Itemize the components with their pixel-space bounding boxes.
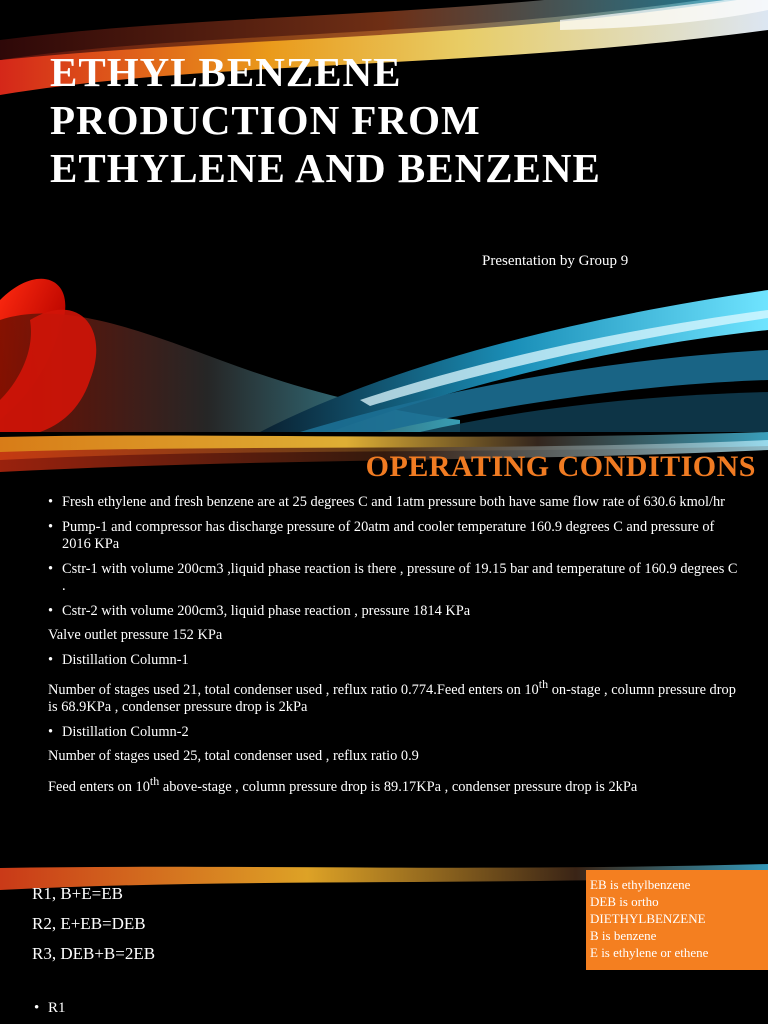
legend-line: DEB is ortho <box>590 894 659 909</box>
text-run: Feed enters on 10 <box>48 778 150 795</box>
legend-line: EB is ethylbenzene <box>590 877 691 892</box>
text-run: Number of stages used 21, total condenser used , reflux ratio 0.774.Feed enters on 10 <box>48 681 539 698</box>
abbreviation-legend <box>586 870 768 970</box>
legend-line: B is benzene <box>590 928 657 943</box>
title-line: PRODUCTION FROM <box>50 97 481 143</box>
text-run: on-stage , column pressure drop is 68.9KPa , condenser pressure drop is 2kPa <box>48 681 736 716</box>
list-item: Valve outlet pressure 152 KPa <box>48 627 223 643</box>
reaction-equation: R2, E+EB=DEB <box>32 914 146 933</box>
list-item: • Cstr-1 with volume 200cm3 ,liquid phase reaction is there , pressure of 19.15 bar and temperature of 160.9 degrees C . <box>48 561 738 596</box>
list-item <box>48 676 738 717</box>
operating-conditions-slide <box>0 432 768 864</box>
reaction-equation: R3, DEB+B=2EB <box>32 944 156 963</box>
legend-line: DIETHYLBENZENE <box>590 911 706 926</box>
title-line: ETHYLBENZENE <box>50 49 402 95</box>
text-run: above-stage , column pressure drop is 89.17KPa , condenser pressure drop is 2kPa <box>159 778 638 795</box>
slide-title <box>50 48 601 192</box>
conditions-list <box>48 494 738 803</box>
list-item: • Fresh ethylene and fresh benzene are at 25 degrees C and 1atm pressure both have same flow rate of 630.6 kmol/hr <box>48 494 738 512</box>
list-item: • Pump-1 and compressor has discharge pressure of 20atm and cooler temperature 160.9 degrees C and pressure of 2016 KPa <box>48 519 738 554</box>
superscript: th <box>538 677 549 691</box>
bullet-item: • R1 <box>48 1000 66 1017</box>
legend-line: E is ethylene or ethene <box>590 945 709 960</box>
reactions-slide <box>0 864 768 1024</box>
list-item: • Distillation Column-2 <box>48 724 738 742</box>
list-item <box>48 773 738 796</box>
reaction-equation: R1, B+E=EB <box>32 884 123 903</box>
list-item: • Cstr-2 with volume 200cm3, liquid phase reaction , pressure 1814 KPa <box>48 603 738 621</box>
slide-heading: OPERATING CONDITIONS <box>365 450 756 483</box>
list-item: • Distillation Column-1 <box>48 652 738 670</box>
list-item: Number of stages used 25, total condenser used , reflux ratio 0.9 <box>48 748 419 765</box>
title-slide <box>0 0 768 432</box>
superscript: th <box>149 773 160 788</box>
title-line: ETHYLENE AND BENZENE <box>50 145 601 191</box>
presenter-subtitle: Presentation by Group 9 <box>482 253 629 269</box>
